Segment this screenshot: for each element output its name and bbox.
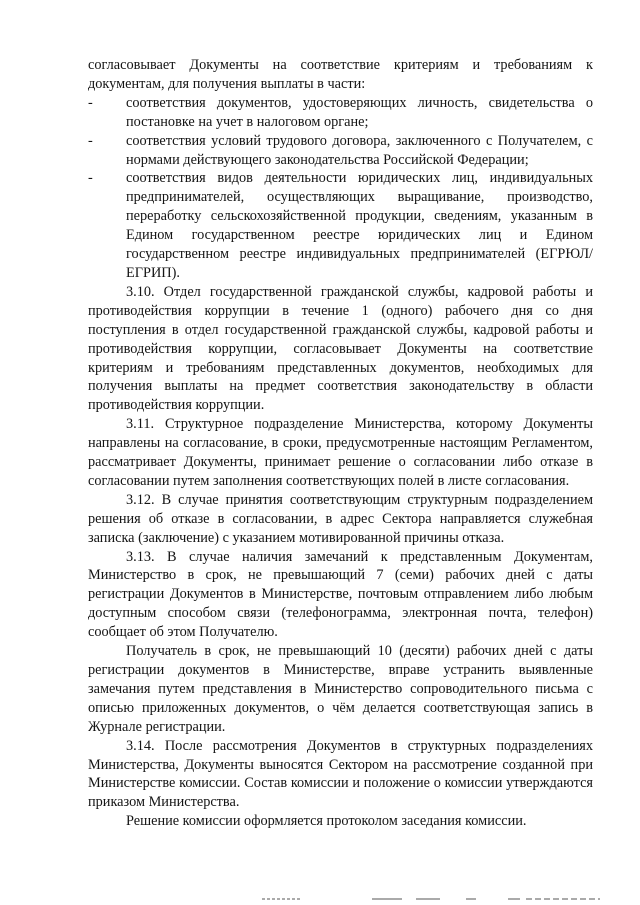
paragraph-3-13: 3.13. В случае наличия замечаний к представленным Документам, Министерство в срок, не превышающий 7 (семи) рабочих дней с даты регистрации Документов в Министерстве, почтовым отправлением либо любым доступным способом связи (телефонограмма, электронная почта, телефон) сообщает об этом Получателю.: [88, 548, 593, 641]
list-dash: -: [88, 170, 93, 187]
list-item-activity-types: [88, 169, 593, 282]
list-item-text: соответствия документов, удостоверяющих личность, свидетельства о постановке на учет в налоговом органе;: [126, 94, 593, 130]
paragraph-3-11: 3.11. Структурное подразделение Министерства, которому Документы направлены на согласование, в сроки, предусмотренные настоящим Регламентом, рассматривает Документы, принимает решение о согласовании либо отказе в согласовании путем заполнения соответствующих полей в листе согласования.: [88, 416, 593, 489]
list-item-text: соответствия видов деятельности юридических лиц, индивидуальных предпринимателей, осуществляющих выращивание, производство, переработку сельскохозяйственной продукции, сведениям, указанным в Едином государственном реестре юридических лиц и Едином государственном реестре индивидуальных предпринимателей (ЕГРЮЛ/ЕГРИП).: [126, 170, 593, 281]
paragraph-3-12: 3.12. В случае принятия соответствующим структурным подразделением решения об отказе в согласовании, в адрес Сектора направляется служебная записка (заключение) с указанием мотивированной причины отказа.: [88, 491, 593, 546]
paragraph-3-14: 3.14. После рассмотрения Документов в структурных подразделениях Министерства, Документы выносятся Сектором на рассмотрение созданной при Министерстве комиссии. Состав комиссии и положение о комиссии утверждаются приказом Министерства.: [88, 737, 593, 811]
document-page: [88, 56, 593, 831]
scan-bottom-artifact: [0, 885, 640, 905]
list-item-labor-contract: [88, 132, 593, 170]
list-item-text: соответствия условий трудового договора, заключенного с Получателем, с нормами действующего законодательства Российской Федерации;: [126, 132, 593, 168]
list-dash: -: [88, 94, 93, 111]
paragraph-intro: согласовывает Документы на соответствие критериям и требованиям к документам, для получения выплаты в части:: [88, 57, 593, 92]
list-item-documents: [88, 94, 593, 132]
paragraph-3-13-recipient: Получатель в срок, не превышающий 10 (десяти) рабочих дней с даты регистрации документов в Министерстве, вправе устранить выявленные замечания путем представления в Министерство сопроводительного письма с описью приложенных документов, о чём делается соответствующая запись в Журнале регистрации.: [88, 643, 593, 735]
paragraph-3-14-decision: Решение комиссии оформляется протоколом заседания комиссии.: [126, 813, 527, 830]
list-dash: -: [88, 132, 93, 149]
paragraph-3-10: 3.10. Отдел государственной гражданской службы, кадровой работы и противодействия коррупции в течение 1 (одного) рабочего дня со дня поступления в отдел государственной гражданской службы, кадровой работы и противодействия коррупции, согласовывает Документы на соответствие критериям и требованиям представленных документов, необходимых для получения выплаты на предмет соответствия законодательству в области противодействия коррупции.: [88, 283, 593, 414]
